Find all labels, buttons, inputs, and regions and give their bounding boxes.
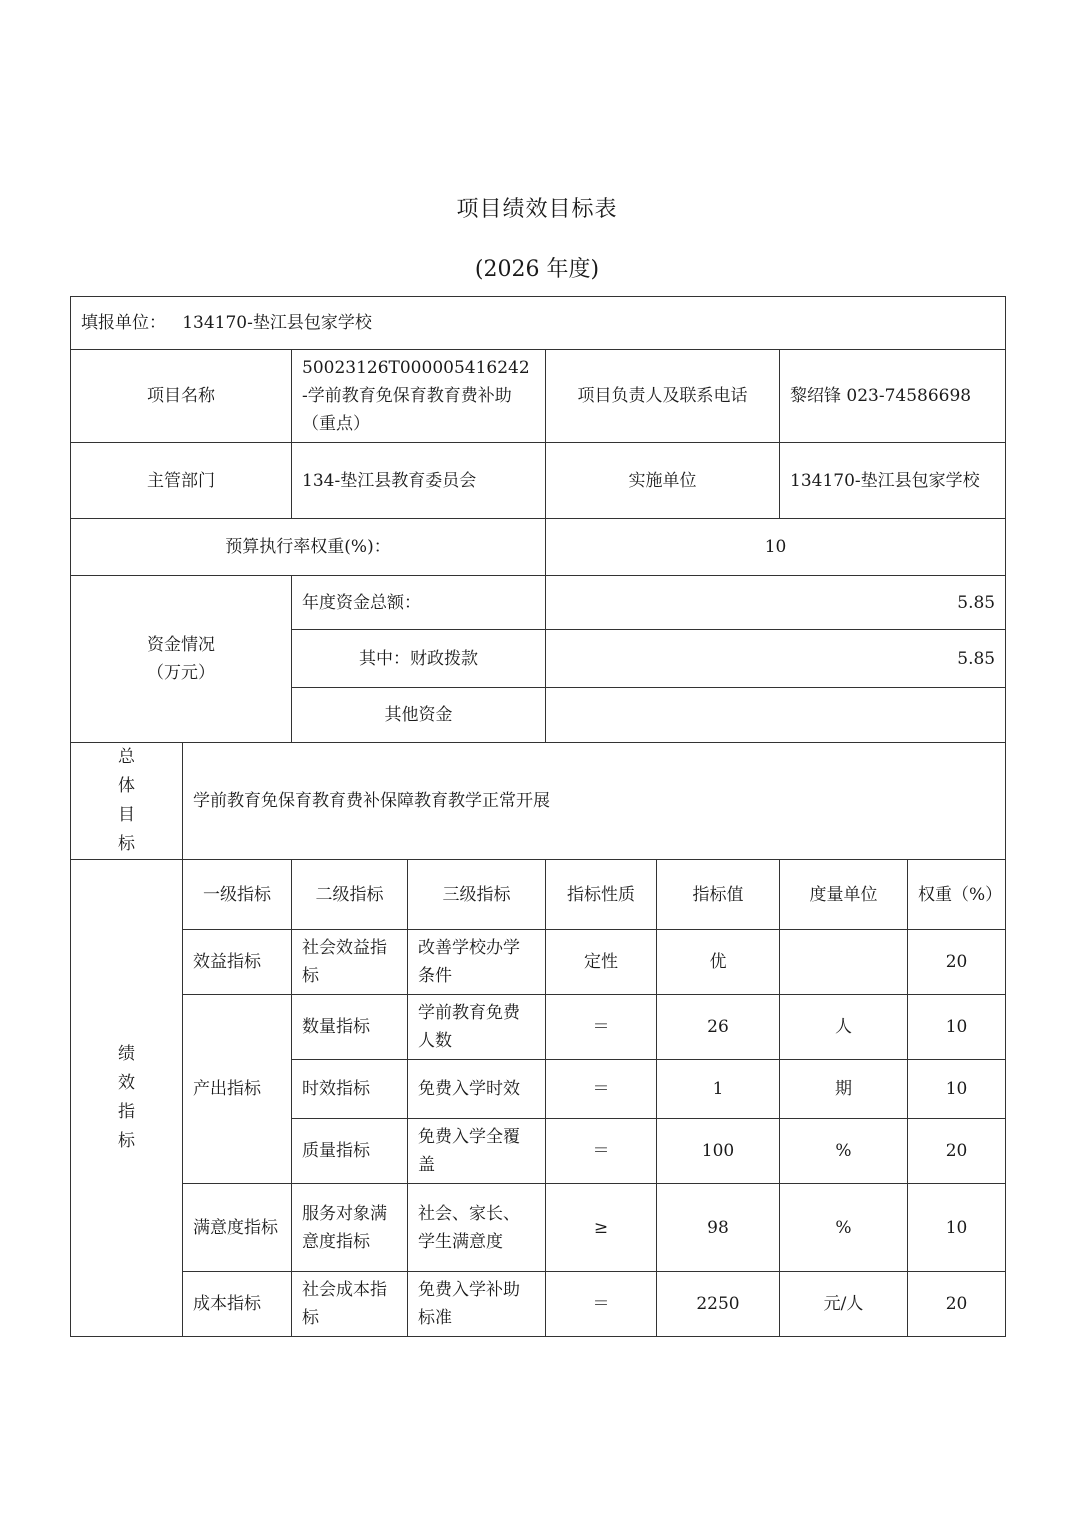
funds-label-line1: 资金情况 <box>147 635 215 655</box>
header-level1: 一级指标 <box>183 860 292 930</box>
unit-cell: 人 <box>780 995 908 1060</box>
unit-cell <box>780 930 908 995</box>
reporting-unit-label: 填报单位： <box>81 313 166 333</box>
funds-total-label: 年度资金总额： <box>292 576 546 630</box>
level3-cell: 改善学校办学条件 <box>408 930 546 995</box>
performance-label-char: 指 <box>118 1102 135 1122</box>
level2-cell: 数量指标 <box>292 995 408 1060</box>
project-manager-value: 黎绍锋 023-74586698 <box>780 350 1006 443</box>
header-level3: 三级指标 <box>408 860 546 930</box>
reporting-unit-cell <box>71 297 1006 350</box>
level2-cell: 社会效益指标 <box>292 930 408 995</box>
nature-cell: ＝ <box>546 995 657 1060</box>
project-name-label: 项目名称 <box>71 350 292 443</box>
nature-cell: ＝ <box>546 1272 657 1337</box>
value-cell: 98 <box>657 1184 780 1272</box>
table-row <box>71 1272 1006 1337</box>
unit-cell: 元/人 <box>780 1272 908 1337</box>
funds-label-line2: （万元） <box>147 663 215 683</box>
header-level2: 二级指标 <box>292 860 408 930</box>
funds-other-value <box>546 688 1006 743</box>
page-title: 项目绩效目标表 <box>456 197 618 222</box>
level1-cell: 产出指标 <box>183 995 292 1184</box>
weight-cell: 20 <box>908 1119 1006 1184</box>
level1-cell: 效益指标 <box>183 930 292 995</box>
level2-cell: 服务对象满意度指标 <box>292 1184 408 1272</box>
performance-label-char: 标 <box>118 1131 135 1151</box>
unit-cell: 期 <box>780 1060 908 1119</box>
funds-label <box>71 576 292 743</box>
level3-cell: 学前教育免费人数 <box>408 995 546 1060</box>
weight-cell: 20 <box>908 930 1006 995</box>
header-nature: 指标性质 <box>546 860 657 930</box>
value-cell: 100 <box>657 1119 780 1184</box>
project-manager-label: 项目负责人及联系电话 <box>546 350 780 443</box>
funds-total-value: 5.85 <box>546 576 1006 630</box>
level3-cell: 免费入学补助标准 <box>408 1272 546 1337</box>
performance-label-char: 效 <box>118 1073 135 1093</box>
overall-goal-char: 总 <box>118 747 135 767</box>
weight-cell: 20 <box>908 1272 1006 1337</box>
unit-cell: % <box>780 1119 908 1184</box>
overall-goal-char: 标 <box>118 834 135 854</box>
implementer-label: 实施单位 <box>546 443 780 519</box>
nature-cell: ＝ <box>546 1060 657 1119</box>
level3-cell: 免费入学全覆盖 <box>408 1119 546 1184</box>
reporting-unit-value: 134170-垫江县包家学校 <box>182 313 372 333</box>
table-row <box>71 930 1006 995</box>
page-subtitle: (2026 年度) <box>474 257 600 282</box>
performance-indicators-label <box>71 860 183 1337</box>
performance-label-char: 绩 <box>118 1044 135 1064</box>
budget-weight-label: 预算执行率权重(%)： <box>71 519 546 576</box>
weight-cell: 10 <box>908 995 1006 1060</box>
budget-weight-value: 10 <box>546 519 1006 576</box>
level2-cell: 质量指标 <box>292 1119 408 1184</box>
overall-goal-text: 学前教育免保育教育费补保障教育教学正常开展 <box>183 743 1006 860</box>
implementer-value: 134170-垫江县包家学校 <box>780 443 1006 519</box>
level2-cell: 时效指标 <box>292 1060 408 1119</box>
unit-cell: % <box>780 1184 908 1272</box>
value-cell: 26 <box>657 995 780 1060</box>
nature-cell: ＝ <box>546 1119 657 1184</box>
value-cell: 2250 <box>657 1272 780 1337</box>
header-value: 指标值 <box>657 860 780 930</box>
weight-cell: 10 <box>908 1184 1006 1272</box>
funds-fiscal-label: 其中：财政拨款 <box>292 630 546 688</box>
level1-cell: 满意度指标 <box>183 1184 292 1272</box>
overall-goal-char: 目 <box>118 805 135 825</box>
level3-cell: 社会、家长、学生满意度 <box>408 1184 546 1272</box>
overall-goal-char: 体 <box>118 776 135 796</box>
overall-goal-label <box>71 743 183 860</box>
funds-fiscal-value: 5.85 <box>546 630 1006 688</box>
department-label: 主管部门 <box>71 443 292 519</box>
level3-cell: 免费入学时效 <box>408 1060 546 1119</box>
nature-cell: 定性 <box>546 930 657 995</box>
level2-cell: 社会成本指标 <box>292 1272 408 1337</box>
value-cell: 1 <box>657 1060 780 1119</box>
header-unit: 度量单位 <box>780 860 908 930</box>
table-row <box>71 1184 1006 1272</box>
level1-cell: 成本指标 <box>183 1272 292 1337</box>
value-cell: 优 <box>657 930 780 995</box>
header-weight: 权重（%） <box>908 860 1006 930</box>
nature-cell: ≥ <box>546 1184 657 1272</box>
funds-other-label: 其他资金 <box>292 688 546 743</box>
performance-goal-table <box>70 296 1006 1337</box>
project-name-value: 50023126T000005416242-学前教育免保育教育费补助（重点） <box>292 350 546 443</box>
weight-cell: 10 <box>908 1060 1006 1119</box>
table-row <box>71 995 1006 1060</box>
department-value: 134-垫江县教育委员会 <box>292 443 546 519</box>
